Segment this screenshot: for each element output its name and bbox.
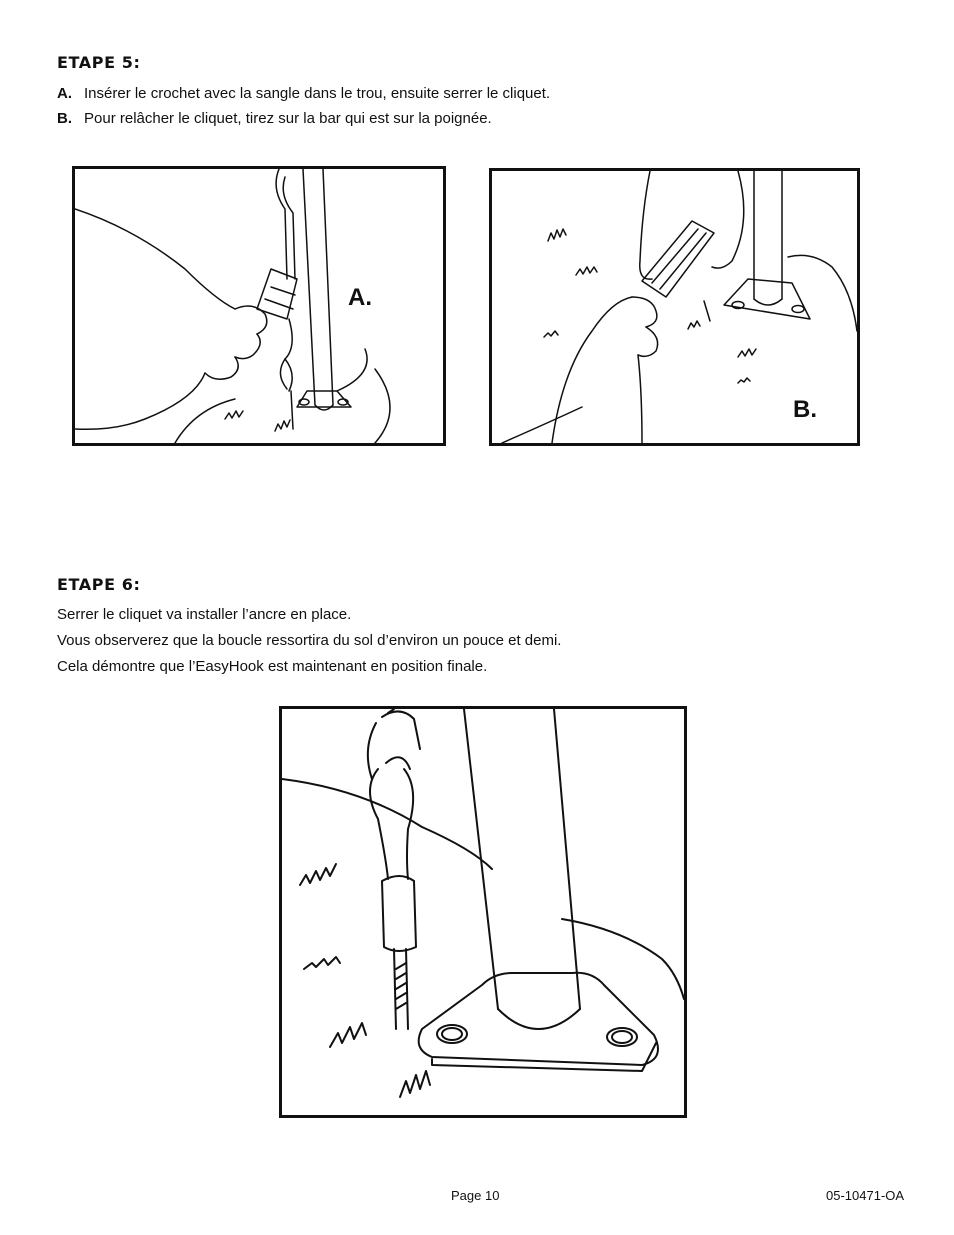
step5-item-b-marker: B. (57, 110, 72, 127)
page-number: Page 10 (451, 1188, 500, 1203)
step6-line-1: Serrer le cliquet va installer l’ancre en place. (57, 606, 352, 623)
step5-item-a-marker: A. (57, 85, 72, 102)
figure-a-label: A. (348, 284, 372, 311)
figure-a-illustration (75, 169, 443, 443)
figure-a (72, 166, 446, 446)
step6-line-3: Cela démontre que l’EasyHook est maintenant en position finale. (57, 658, 488, 675)
figure-step6-illustration (282, 709, 684, 1115)
step5-item-b-text: Pour relâcher le cliquet, tirez sur la bar qui est sur la poignée. (84, 110, 492, 127)
step5-item-b (57, 110, 492, 128)
figure-b-label: B. (793, 396, 817, 423)
figure-step6 (279, 706, 687, 1118)
step6-heading: ETAPE 6: (57, 575, 141, 594)
step5-item-a-text: Insérer le crochet avec la sangle dans le trou, ensuite serrer le cliquet. (84, 85, 551, 102)
document-code: 05-10471-OA (826, 1188, 905, 1203)
step5-item-a (57, 85, 550, 103)
step6-line-2: Vous observerez que la boucle ressortira du sol d’environ un pouce et demi. (57, 632, 562, 649)
step5-heading: ETAPE 5: (57, 53, 141, 72)
